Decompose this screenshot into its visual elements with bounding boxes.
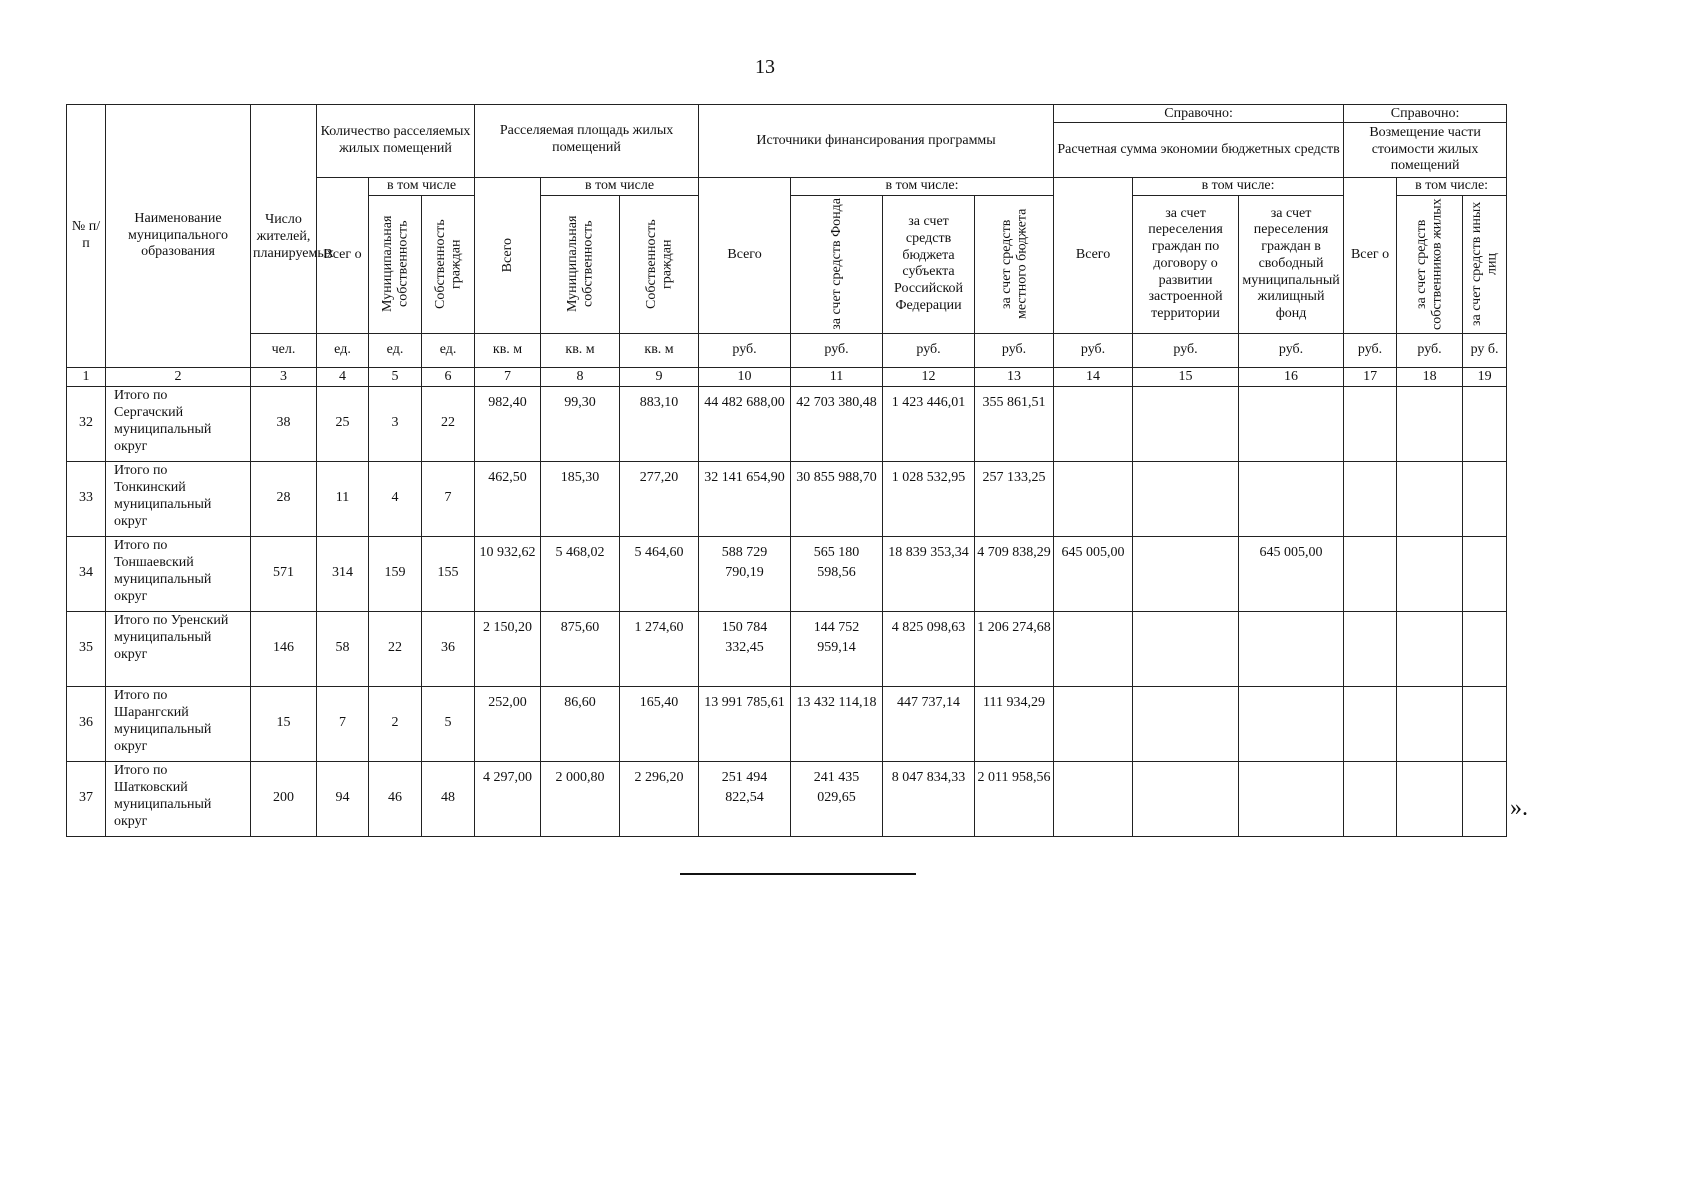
cell-col-5: 22 [369,611,422,686]
municipality-name [106,761,251,836]
cell-col-7: 252,00 [475,686,541,761]
cell-col-13: 111 934,29 [975,686,1054,761]
cell-col-19 [1463,611,1507,686]
cell-col-6: 22 [422,386,475,461]
table-row [67,386,1507,461]
cell-col-17 [1344,461,1397,536]
cell-col-6: 48 [422,761,475,836]
unit-cell: руб. [1054,333,1133,367]
municipality-name-line: округ [114,646,148,662]
municipality-name-line: округ [114,438,148,454]
cell-col-5: 2 [369,686,422,761]
header-area-including: в том числе [541,178,699,196]
cell-col-10: 588 729 790,19 [699,536,791,611]
cell-col-11: 565 180 598,56 [791,536,883,611]
cell-col-10: 44 482 688,00 [699,386,791,461]
unit-cell: руб. [883,333,975,367]
column-number: 9 [620,367,699,386]
cell-col-12: 18 839 353,34 [883,536,975,611]
reference-label: Справочно: [1054,105,1343,123]
cell-col-10: 150 784 332,45 [699,611,791,686]
cell-col-12: 1 423 446,01 [883,386,975,461]
cell-col-15 [1133,611,1239,686]
cell-col-12: 8 047 834,33 [883,761,975,836]
column-number: 2 [106,367,251,386]
unit-cell: руб. [975,333,1054,367]
cell-col-6: 5 [422,686,475,761]
cell-col-18 [1397,611,1463,686]
cell-col-16 [1239,611,1344,686]
header-municipality: Наименование муниципального образования [106,105,251,368]
cell-col-5: 46 [369,761,422,836]
cell-col-14 [1054,686,1133,761]
row-number: 35 [67,611,106,686]
end-rule-line [680,873,916,875]
column-number: 17 [1344,367,1397,386]
column-number: 19 [1463,367,1507,386]
municipality-name-line: Шатковский [114,779,188,795]
municipality-name-line: муниципальный [114,421,212,437]
header-dwellings: Количество расселяемых жилых помещений [317,105,475,178]
cell-col-8: 875,60 [541,611,620,686]
unit-cell: руб. [1133,333,1239,367]
unit-cell: ру б. [1463,333,1507,367]
cell-col-6: 7 [422,461,475,536]
row-number: 33 [67,461,106,536]
vertical-label: Собственность граждан [432,219,464,310]
cell-col-18 [1397,461,1463,536]
cell-col-17 [1344,611,1397,686]
cell-col-13: 257 133,25 [975,461,1054,536]
cell-col-4: 314 [317,536,369,611]
header-dwellings-including: в том числе [369,178,475,196]
column-number: 15 [1133,367,1239,386]
cell-col-5: 4 [369,461,422,536]
municipality-name-line: Итого по [114,387,168,403]
reference-label: Справочно: [1344,105,1506,123]
unit-cell: руб. [791,333,883,367]
cell-col-18 [1397,386,1463,461]
cell-col-15 [1133,686,1239,761]
cell-col-7: 4 297,00 [475,761,541,836]
unit-cell: руб. [1344,333,1397,367]
cell-col-19 [1463,686,1507,761]
column-number: 5 [369,367,422,386]
cell-col-15 [1133,386,1239,461]
municipality-name-line: Сергачский [114,404,184,420]
cell-col-10: 13 991 785,61 [699,686,791,761]
municipality-name-line: округ [114,813,148,829]
row-number: 36 [67,686,106,761]
municipality-name-line: округ [114,513,148,529]
cell-col-4: 11 [317,461,369,536]
cell-col-12: 447 737,14 [883,686,975,761]
unit-cell: кв. м [620,333,699,367]
cell-col-9: 277,20 [620,461,699,536]
header-savings-total: Всего [1054,178,1133,334]
cell-col-11: 30 855 988,70 [791,461,883,536]
municipality-name [106,386,251,461]
municipality-name-line: округ [114,738,148,754]
cell-col-15 [1133,536,1239,611]
cell-col-8: 2 000,80 [541,761,620,836]
row-number: 34 [67,536,106,611]
closing-quote-mark: ». [1510,795,1528,821]
cell-col-5: 3 [369,386,422,461]
header-resettle-free: за счет переселения граждан в свободный муниципальный жилищный фонд [1239,195,1344,333]
municipality-name [106,536,251,611]
cell-col-9: 165,40 [620,686,699,761]
vertical-label: за счет средств Фонда [828,198,844,331]
column-number: 11 [791,367,883,386]
cell-col-8: 185,30 [541,461,620,536]
cell-col-9: 1 274,60 [620,611,699,686]
cell-col-14 [1054,761,1133,836]
cell-col-19 [1463,761,1507,836]
column-number: 12 [883,367,975,386]
municipality-name-line: муниципальный [114,721,212,737]
table-row [67,461,1507,536]
unit-cell: ед. [317,333,369,367]
page-number: 13 [755,56,775,78]
cell-col-11: 13 432 114,18 [791,686,883,761]
header-mun-property [369,195,422,333]
municipality-name-line: Итого по [114,537,168,553]
cell-col-7: 462,50 [475,461,541,536]
column-number: 7 [475,367,541,386]
vertical-label: за счет средств собственников жилых [1414,198,1445,331]
cell-col-19 [1463,536,1507,611]
cell-col-15 [1133,461,1239,536]
header-funding-total: Всего [699,178,791,334]
column-number: 10 [699,367,791,386]
cell-col-7: 982,40 [475,386,541,461]
savings-label: Расчетная сумма экономии бюджетных средств [1057,141,1340,157]
unit-cell: руб. [1239,333,1344,367]
cell-col-9: 2 296,20 [620,761,699,836]
unit-cell: руб. [699,333,791,367]
unit-cell: ед. [422,333,475,367]
cell-col-17 [1344,761,1397,836]
unit-cell: кв. м [475,333,541,367]
cell-col-3: 571 [251,536,317,611]
cell-col-10: 32 141 654,90 [699,461,791,536]
cell-col-7: 2 150,20 [475,611,541,686]
cell-col-18 [1397,536,1463,611]
cell-col-6: 155 [422,536,475,611]
cell-col-11: 241 435 029,65 [791,761,883,836]
table-row [67,686,1507,761]
cell-col-3: 146 [251,611,317,686]
municipality-name-line: округ [114,588,148,604]
column-number: 16 [1239,367,1344,386]
column-number: 6 [422,367,475,386]
cell-col-14 [1054,386,1133,461]
cell-col-19 [1463,461,1507,536]
municipality-name [106,461,251,536]
cell-col-17 [1344,536,1397,611]
cell-col-8: 5 468,02 [541,536,620,611]
municipality-name [106,611,251,686]
compensation-label: Возмещение части стоимости жилых помещений [1369,124,1481,174]
header-area-citizen-property [620,195,699,333]
cell-col-16 [1239,461,1344,536]
unit-cell: кв. м [541,333,620,367]
cell-col-19 [1463,386,1507,461]
cell-col-11: 42 703 380,48 [791,386,883,461]
table-row [67,761,1507,836]
vertical-label: за счет средств иных лиц [1469,202,1500,327]
header-residents: Число жителей, планируемых [251,105,317,334]
header-reference-compensation [1344,105,1507,178]
cell-col-17 [1344,386,1397,461]
cell-col-18 [1397,686,1463,761]
header-savings-including: в том числе: [1133,178,1344,196]
column-number: 1 [67,367,106,386]
header-other-funds [1463,195,1507,333]
header-fund [791,195,883,333]
resettlement-table [66,104,1507,837]
cell-col-11: 144 752 959,14 [791,611,883,686]
municipality-name-line: Итого по [114,462,168,478]
municipality-name-line: Итого по [114,762,168,778]
cell-col-3: 15 [251,686,317,761]
cell-col-4: 25 [317,386,369,461]
header-number: № п/п [67,105,106,368]
header-funding: Источники финансирования программы [699,105,1054,178]
header-citizen-property [422,195,475,333]
cell-col-17 [1344,686,1397,761]
cell-col-14 [1054,611,1133,686]
vertical-label: Муниципальная собственность [564,216,596,313]
unit-cell: ед. [369,333,422,367]
cell-col-16 [1239,686,1344,761]
municipality-name-line: Шарангский [114,704,189,720]
municipality-name-line: Итого по Уренский [114,612,229,628]
header-compensation-including: в том числе: [1397,178,1507,196]
column-number: 14 [1054,367,1133,386]
cell-col-16 [1239,386,1344,461]
unit-cell: руб. [1397,333,1463,367]
header-owners-funds [1397,195,1463,333]
cell-col-16: 645 005,00 [1239,536,1344,611]
column-number: 3 [251,367,317,386]
municipality-name [106,686,251,761]
vertical-label: за счет средств местного бюджета [998,209,1030,320]
cell-col-10: 251 494 822,54 [699,761,791,836]
cell-col-7: 10 932,62 [475,536,541,611]
cell-col-3: 38 [251,386,317,461]
column-number: 18 [1397,367,1463,386]
header-compensation-total: Всег о [1344,178,1397,334]
header-subject-budget: за счет средств бюджета субъекта Российской Федерации [883,195,975,333]
column-number: 8 [541,367,620,386]
vertical-label: Всего [499,238,515,273]
vertical-label: Муниципальная собственность [379,216,410,313]
cell-col-4: 94 [317,761,369,836]
cell-col-13: 1 206 274,68 [975,611,1054,686]
municipality-name-line: муниципальный [114,796,212,812]
cell-col-15 [1133,761,1239,836]
municipality-name-line: муниципальный [114,496,212,512]
cell-col-8: 86,60 [541,686,620,761]
column-number: 13 [975,367,1054,386]
cell-col-18 [1397,761,1463,836]
cell-col-13: 355 861,51 [975,386,1054,461]
municipality-name-line: Итого по [114,687,168,703]
cell-col-4: 7 [317,686,369,761]
cell-col-6: 36 [422,611,475,686]
cell-col-3: 200 [251,761,317,836]
header-area: Расселяемая площадь жилых помещений [475,105,699,178]
table-row [67,611,1507,686]
cell-col-12: 1 028 532,95 [883,461,975,536]
vertical-label: Собственность граждан [643,219,675,310]
header-resettle-contract: за счет переселения граждан по договору о развитии застроенной территории [1133,195,1239,333]
cell-col-9: 883,10 [620,386,699,461]
municipality-name-line: Тоншаевский [114,554,194,570]
cell-col-8: 99,30 [541,386,620,461]
cell-col-13: 4 709 838,29 [975,536,1054,611]
cell-col-12: 4 825 098,63 [883,611,975,686]
cell-col-3: 28 [251,461,317,536]
cell-col-16 [1239,761,1344,836]
header-area-total [475,178,541,334]
header-dwellings-total: Всег о [317,178,369,334]
header-funding-including: в том числе: [791,178,1054,196]
header-area-mun-property [541,195,620,333]
row-number: 37 [67,761,106,836]
cell-col-4: 58 [317,611,369,686]
row-number: 32 [67,386,106,461]
municipality-name-line: муниципальный [114,571,212,587]
cell-col-14 [1054,461,1133,536]
header-local-budget [975,195,1054,333]
column-number: 4 [317,367,369,386]
table-row [67,536,1507,611]
cell-col-14: 645 005,00 [1054,536,1133,611]
municipality-name-line: муниципальный [114,629,212,645]
cell-col-13: 2 011 958,56 [975,761,1054,836]
cell-col-9: 5 464,60 [620,536,699,611]
municipality-name-line: Тонкинский [114,479,186,495]
header-reference-savings [1054,105,1344,178]
cell-col-5: 159 [369,536,422,611]
unit-cell: чел. [251,333,317,367]
